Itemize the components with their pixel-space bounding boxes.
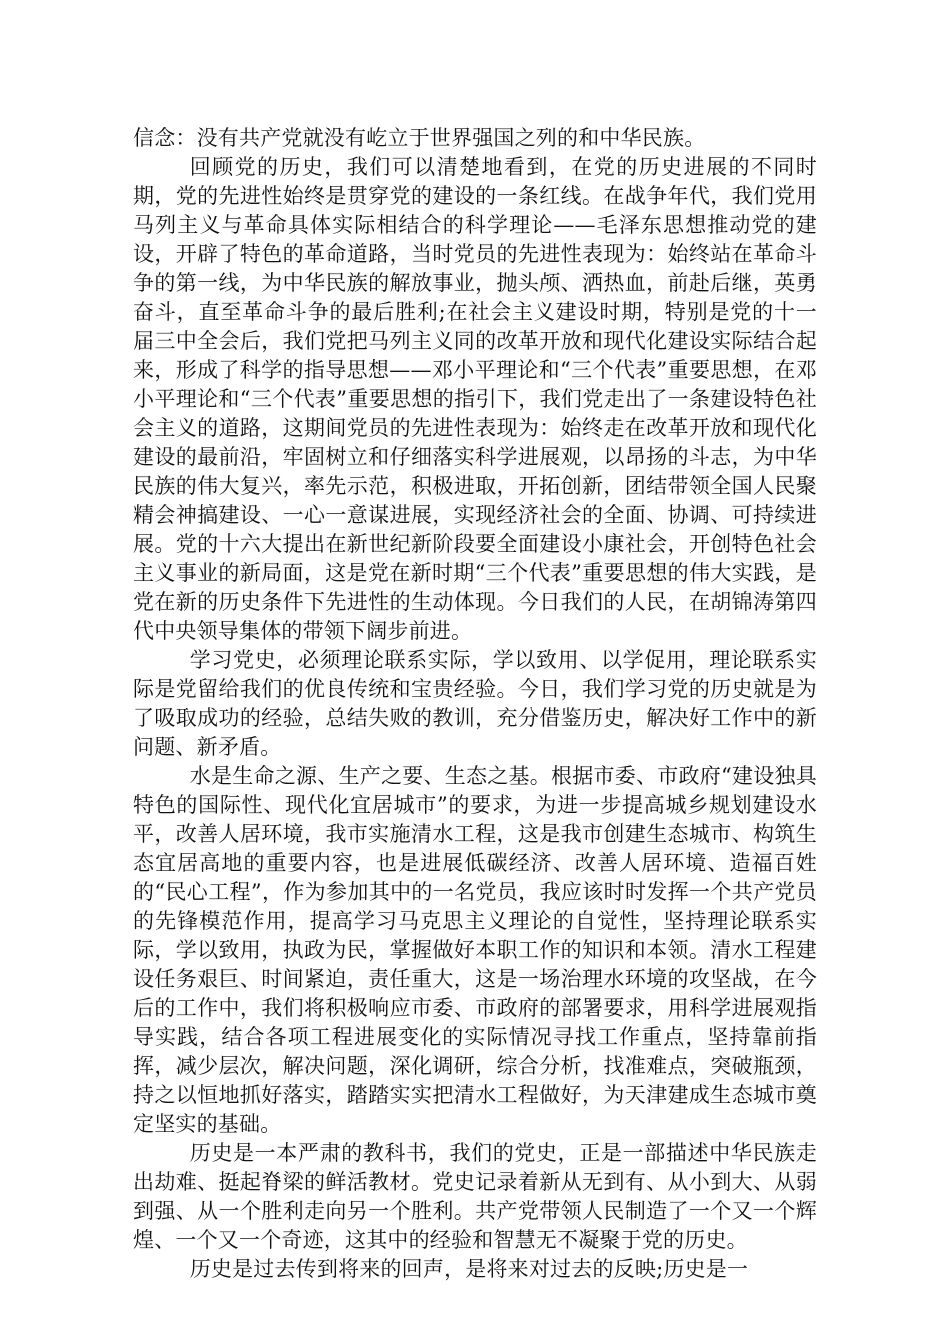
paragraph-history-textbook: 历史是一本严肃的教科书，我们的党史，正是一部描述中华民族走出劫难、挺起脊梁的鲜活教材。党史记录着新从无到有、从小到大、从弱到强、从一个胜利走向另一个胜利。共产党带领人民制造了一个又一个辉煌、一个又一个奇迹，这其中的经验和智慧无不凝聚于党的历史。 (133, 1141, 817, 1252)
paragraph-history-echo: 历史是过去传到将来的回声，是将来对过去的反映;历史是一 (189, 1257, 749, 1281)
paragraph-continuation: 信念：没有共产党就没有屹立于世界强国之列的和中华民族。 (133, 126, 706, 150)
paragraph-clean-water-project: 水是生命之源、生产之要、生态之基。根据市委、市政府“建设独具特色的国际性、现代化宜居城市”的要求，为进一步提高城乡规划建设水平，改善人居环境，我市实施清水工程，这是我市创建生态城市、构筑生态宜居高地的重要内容，也是进展低碳经济、改善人居环境、造福百姓的“民心工程”，作为参加其中的一名党员，我应该时时发挥一个共产党员的先锋模范作用，提高学习马克思主义理论的自觉性，坚持理论联系实际，学以致用，执政为民，掌握做好本职工作的知识和本领。清水工程建设任务艰巨、时间紧迫，责任重大，这是一场治理水环境的攻坚战，在今后的工作中，我们将积极响应市委、市政府的部署要求，用科学进展观指导实践，结合各项工程进展变化的实际情况寻找工作重点，坚持靠前指挥，减少层次，解决问题，深化调研，综合分析，找准难点，突破瓶颈，持之以恒地抓好落实，踏踏实实把清水工程做好，为天津建成生态城市奠定坚实的基础。 (133, 764, 817, 1136)
document-body (133, 124, 817, 1284)
paragraph-party-history-review: 回顾党的历史，我们可以清楚地看到，在党的历史进展的不同时期，党的先进性始终是贯穿党的建设的一条红线。在战争年代，我们党用马列主义与革命具体实际相结合的科学理论——毛泽东思想推动党的建设，开辟了特色的革命道路，当时党员的先进性表现为：始终站在革命斗争的第一线，为中华民族的解放事业，抛头颅、洒热血，前赴后继，英勇奋斗，直至革命斗争的最后胜利;在社会主义建设时期，特别是党的十一届三中全会后，我们党把马列主义同的改革开放和现代化建设实际结合起来，形成了科学的指导思想——邓小平理论和“三个代表”重要思想，在邓小平理论和“三个代表”重要思想的指引下，我们党走出了一条建设特色社会主义的道路，这期间党员的先进性表现为：始终走在改革开放和现代化建设的最前沿，牢固树立和仔细落实科学进展观，以昂扬的斗志，为中华民族的伟大复兴，率先示范，积极进取，开拓创新，团结带领全国人民聚精会神搞建设、一心一意谋进展，实现经济社会的全面、协调、可持续进展。党的十六大提出在新世纪新阶段要全面建设小康社会，开创特色社会主义事业的新局面，这是党在新时期“三个代表”重要思想的伟大实践，是党在新的历史条件下先进性的生动体现。今日我们的人民，在胡锦涛第四代中央领导集体的带领下阔步前进。 (133, 155, 817, 643)
paragraph-study-practice: 学习党史，必须理论联系实际，学以致用、以学促用，理论联系实际是党留给我们的优良传统和宝贵经验。今日，我们学习党的历史就是为了吸取成功的经验，总结失败的教训，充分借鉴历史，解决好工作中的新问题、新矛盾。 (133, 648, 817, 759)
